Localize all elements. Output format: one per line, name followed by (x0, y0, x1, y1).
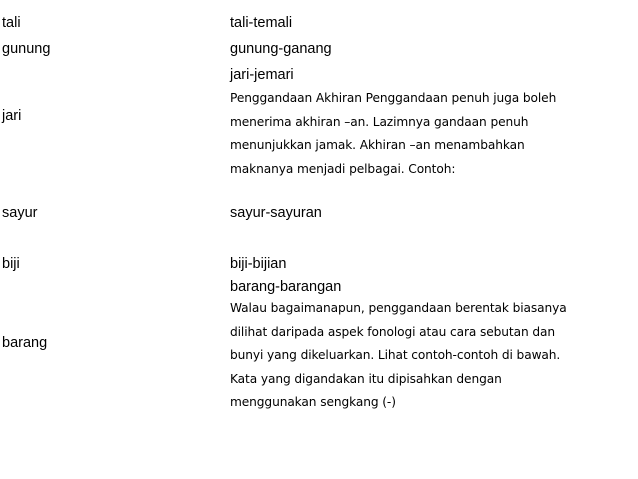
word-sayur: sayur (2, 205, 38, 221)
paragraph-line: Walau bagaimanapun, penggandaan berentak biasanya (230, 301, 567, 315)
word-barang: barang (2, 335, 48, 351)
reduplication-gunung-ganang: gunung-ganang (230, 41, 332, 57)
paragraph-penggandaan-akhiran (230, 87, 630, 181)
paragraph-line: menerima akhiran –an. Lazimnya gandaan penuh (230, 114, 529, 129)
reduplication-jari-jemari: jari-jemari (230, 67, 294, 83)
paragraph-line: menunjukkan jamak. Akhiran –an menambahkan (230, 138, 525, 152)
reduplication-sayur-sayuran: sayur-sayuran (230, 205, 322, 221)
word-biji: biji (2, 256, 20, 272)
word-jari: jari (2, 108, 22, 124)
word-gunung: gunung (2, 41, 51, 57)
word-tali: tali (2, 15, 21, 31)
paragraph-line: Kata yang digandakan itu dipisahkan dengan (230, 371, 502, 386)
paragraph-line: Penggandaan Akhiran Penggandaan penuh juga boleh (230, 91, 557, 105)
reduplication-barang-barangan: barang-barangan (230, 279, 342, 295)
reduplication-tali-temali: tali-temali (230, 15, 293, 31)
reduplication-biji-bijian: biji-bijian (230, 256, 287, 272)
paragraph-penggandaan-berentak (230, 297, 630, 415)
paragraph-line: bunyi yang dikeluarkan. Lihat contoh-contoh di bawah. (230, 348, 561, 362)
paragraph-line: maknanya menjadi pelbagai. Contoh: (230, 161, 456, 176)
paragraph-line: menggunakan sengkang (-) (230, 395, 396, 409)
paragraph-line: dilihat daripada aspek fonologi atau cara sebutan dan (230, 324, 555, 339)
